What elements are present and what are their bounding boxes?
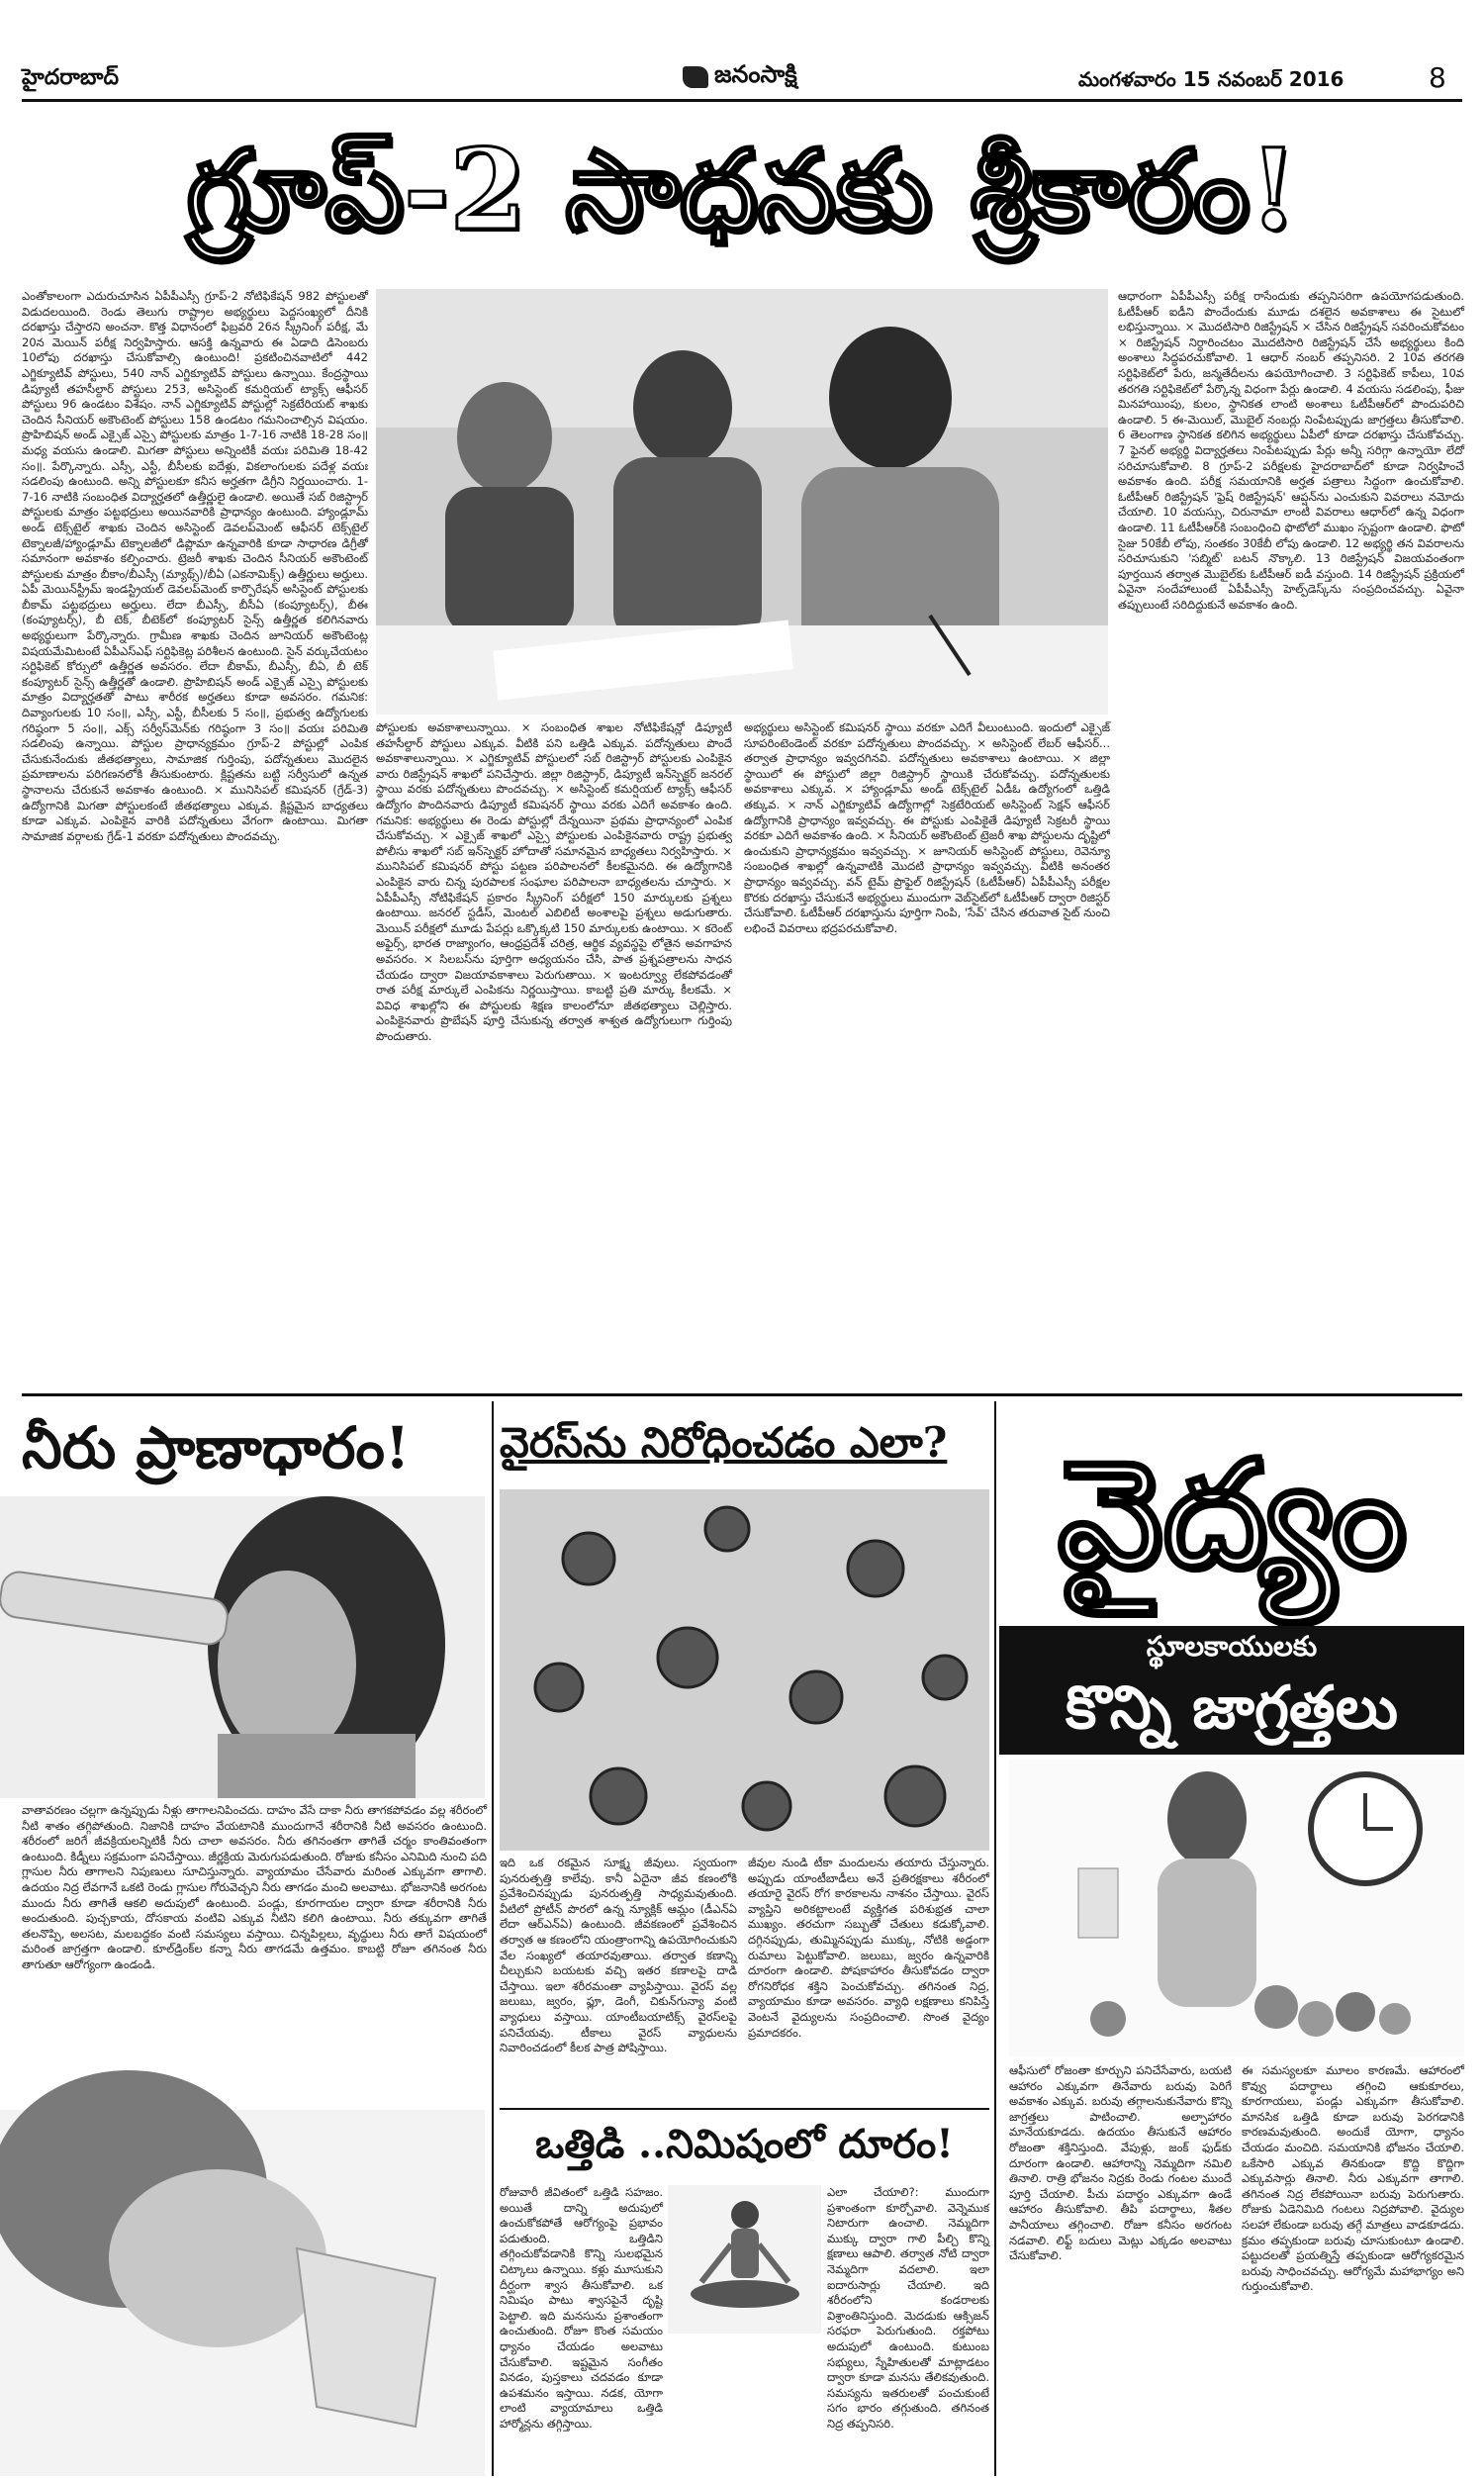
medical-headline: కొన్ని జాగ్రత్తలు [1065, 1673, 1398, 1743]
header-date: మంగళవారం 15 నవంబర్ 2016 [1078, 67, 1345, 91]
exam-students-illustration [376, 289, 1108, 715]
medical-section-title: వైద్యం [1057, 1427, 1407, 1601]
water-story-title: నీరు ప్రాణాధారం! [22, 1414, 411, 1481]
medical-subtitle: స్థూలకాయులకు [1146, 1630, 1318, 1663]
virus-story-col2: జీవుల నుండి టీకా మందులను తయారు చేస్తున్నారు. అప్పుడు యాంటీబాడీలు అనే ప్రతిరక్షకాలు శరీరంలో తయారై వైరస్ రోగ కారకాలను నాశనం చేస్తాయి. వైరస్ వ్యాప్తిని అరికట్టాలంటే వ్యక్తిగత పరిశుభ్రత చాలా ముఖ్యం. తరచుగా సబ్బుతో చేతులు కడుక్కోవాలి. దగ్గినప్పుడు, తుమ్మినప్పుడు ముక్కు, నోటికి అడ్డంగా రుమాలు పెట్టుకోవాలి. జలుబు, జ్వరం ఉన్నవారికి దూరంగా ఉండాలి. పోషకాహారం తీసుకోవడం ద్వారా రోగనిరోధక శక్తిని పెంచుకోవచ్చు. తగినంత నిద్ర, వ్యాయామం కూడా అవసరం. వ్యాధి లక్షణాలు కనిపిస్తే వెంటనే వైద్యులను సంప్రదించాలి. సొంత వైద్యం ప్రమాదకరం. [748, 1856, 993, 2040]
stress-story-col2: ఎలా చేయాలి?: ముందుగా ప్రశాంతంగా కూర్చోవాలి. వెన్నెముక నిటారుగా ఉంచాలి. నెమ్మదిగా ముక్కు ద్వారా గాలి పీల్చి కొన్ని క్షణాలు ఆపాలి. తర్వాత నోటి ద్వారా నెమ్మదిగా వదలాలి. ఇలా ఐదారుసార్లు చేయాలి. ఇది శరీరంలోని కండరాలకు విశ్రాంతినిస్తుంది. మెదడుకు ఆక్సిజన్ సరఫరా పెరుగుతుంది. రక్తపోటు అదుపులో ఉంటుంది. కుటుంబ సభ్యులు, స్నేహితులతో మాట్లాడటం ద్వారా కూడా మనసు తేలికవుతుంది. సమస్యను ఇతరులతో పంచుకుంటే సగం భారం తగ్గుతుంది. తగినంత నిద్ర తప్పనిసరి. [827, 2185, 993, 2431]
woman-with-clock-photo [1009, 1760, 1464, 2056]
main-headline: గ్రూప్-2 సాధనకు శ్రీకారం! [186, 126, 1298, 255]
medical-section-banner [999, 1403, 1464, 1626]
medical-col2: ఈ సమస్యలకూ మూలం కారణమే. ఆహారంలో కొవ్వు పదార్థాలు తగ్గించి ఆకుకూరలు, కూరగాయలు, పండ్లు ఎక్కువగా తీసుకోవాలి. మానసిక ఒత్తిడి కూడా బరువు పెరగడానికి కారణమవుతుంది. అందుకే యోగా, ధ్యానం చేయడం మంచిది. సమయానికి భోజనం చేయాలి. ఒకేసారి ఎక్కువ తినకుండా కొద్ది కొద్దిగా ఎక్కువసార్లు తినాలి. నీరు ఎక్కువగా తాగాలి. తగినంత నిద్ర లేకపోయినా బరువు పెరుగుతారు. రోజుకు ఏడెనిమిది గంటలు నిద్రపోవాలి. వైద్యుల సలహా లేకుండా బరువు తగ్గే మాత్రలు వాడకూడదు. క్రమం తప్పకుండా బరువు చూసుకుంటూ ఉండాలి. పట్టుదలతో ప్రయత్నిస్తే తప్పకుండా ఆరోగ్యకరమైన బరువు సాధించవచ్చు. ఆరోగ్యమే మహాభాగ్యం అని గుర్తుంచుకోవాలి. [1242, 2063, 1468, 2294]
stress-story-title: ఒత్తిడి ..నిమిషంలో దూరం! [535, 2121, 954, 2167]
masthead-title: జనంసాక్షి [714, 60, 797, 88]
masthead-logo-icon [683, 66, 708, 88]
woman-drinking-glass-illustration [0, 2110, 485, 2476]
page-number: 8 [1429, 61, 1446, 94]
woman-with-clock-illustration [1009, 1760, 1464, 2056]
exam-students-photo [376, 289, 1108, 715]
main-story-col1: ఎంతోకాలంగా ఎదురుచూసిన ఏపీపీఎస్సీ గ్రూప్-2 నోటిఫికేషన్ 982 పోస్టులతో విడుదలయింది. రెండు తెలుగు రాష్ట్రాల అభ్యర్థులు పెద్దసంఖ్యలో దీనికి దరఖాస్తు చేస్తారని అంచనా. కొత్త విధానంలో ఫిబ్రవరి 26న స్క్రీనింగ్ పరీక్ష, మే 20న మెయిన్ పరీక్ష నిర్వహిస్తారు. ఆసక్తి ఉన్నవారు ఈ ఏడాది డిసెంబరు 10లోపు దరఖాస్తు చేసుకోవాల్సి ఉంటుంది! ప్రకటించినవాటిలో 442 ఎగ్జిక్యూటివ్ పోస్టులు, 540 నాన్ ఎగ్జిక్యూటివ్ పోస్టులు ఉన్నాయి. కేంద్రస్థాయి డిప్యూటీ తహసీల్దార్ పోస్టులు 253, అసిస్టెంట్ కమర్షియల్ ట్యాక్స్ ఆఫీసర్ పోస్టులు 96 ఉండటం విశేషం. నాన్ ఎగ్జిక్యూటివ్ పోస్టుల్లో సెక్రటేరియట్ శాఖకు చెందిన సీనియర్ అకౌంటెంట్ పోస్టులు 158 ఉండటం గమనించాల్సిన విషయం. ప్రొహిబిషన్ అండ్ ఎక్సైజ్ ఎస్సై పోస్టులకు మాత్రం 1-7-16 నాటికి 18-28 సం॥ మధ్య వయసు ఉండాలి. మిగతా పోస్టులు అన్నింటికీ వయః పరిమితి 18-42 సం॥. పేర్కొన్నారు. ఎస్సీ, ఎస్టీ, బీసీలకు ఐదేళ్లు, వికలాంగులకు పదేళ్ల వయః సడలింపు ఉంటుంది. అన్ని పోస్టులకూ కనీస అర్హతగా డిగ్రీని నిర్ణయించారు. 1-7-16 నాటికి సంబంధిత విద్యార్హతలో ఉత్తీర్ణులై ఉండాలి. అయితే సబ్ రిజిస్ట్రార్ పోస్టులకు మాత్రం పట్టభద్రులు అయినవారికి ప్రాధాన్యం ఉంటుంది. హ్యాండ్లూమ్ అండ్ టెక్స్‌టైల్ శాఖకు చెందిన అసిస్టెంట్ డెవలప్‌మెంట్ ఆఫీసర్ టెక్స్‌టైల్ టెక్నాలజీ/హ్యాండ్లూమ్ టెక్నాలజీలో డిప్లొమా ఉన్నవారికి కూడా సాధారణ డిగ్రీతో సమానంగా అవకాశం కల్పించారు. ట్రెజరీ శాఖకు చెందిన సీనియర్ అకౌంటెంట్ పోస్టులకు మాత్రం బీకాం/బీఎస్సీ (మ్యాథ్స్)/బీఏ (ఎకనామిక్స్) ఉత్తీర్ణులు అర్హులు. ఏపీ మెయిన్‌స్ట్రీమ్ ఇండస్ట్రియల్ డెవలప్‌మెంట్ కార్పొరేషన్ అసిస్టెంట్ పోస్టులకు బీకామ్ పట్టభద్రులు అర్హులు. లేదా బీఎస్సీ, బీసీఏ (కంప్యూటర్స్), బీఈ (కంప్యూటర్స్), బీ టెక్, బీటెక్‌లో కంప్యూటర్ సైన్స్ ఉత్తీర్ణత కలిగినవారు అభ్యర్థులుగా పేర్కొన్నారు. గ్రామీణ శాఖకు చెందిన జూనియర్ అకౌంటెంట్ల విషయమేమిటంటే ఏపీఎస్ఎఫ్ సర్టిఫికెట్ల పరిశీలన ఉంటుంది. సైన్ వర్కుచేయటం సర్టిఫికెట్ కోర్సులో ఉత్తీర్ణత అవసరం. లేదా బీకామ్, బీఎస్సీ, బీఏ, బీ టెక్ కంప్యూటర్ సైన్స్ ఉత్తీర్ణతో ఉండాలి. ప్రొహిబిషన్ అండ్ ఎక్సైజ్ ఎస్సై పోస్టులకు మాత్రం విద్యార్హతతో పాటు శారీరక అర్హతలు కూడా అవసరం. గమనిక: దివ్యాంగులకు 10 సం॥, ఎస్సీ, ఎస్టీ, బీసీలకు 5 సం॥, ప్రభుత్వ ఉద్యోగులకు గరిష్ఠంగా 5 సం॥, ఎక్స్ సర్వీస్‌మెన్‌కు గరిష్ఠంగా 3 సం॥ వయః పరిమితి సడలింపు ఉన్నాయి. పోస్టుల ప్రాధాన్యక్రమం గ్రూప్-2 పోస్టుల్లో ఎంపిక చేసుకునేందుకు జీతభత్యాలు, సామాజిక గుర్తింపు, పదోన్నతులు మొదలైన ప్రమాణాలను పరిగణనలోకి తీసుకుంటారు. క్లిష్టతను బట్టి సర్వీసులో ఉన్నత స్థానాలను చేరుకునే అవకాశం ఉంటుంది. × మునిసిపల్ కమిషనర్ (గ్రేడ్-3) ఉద్యోగానికి మిగతా పోస్టులకంటే జీతభత్యాలు ఎక్కువ. క్లిష్టమైన బాధ్యతలు కూడా ఎక్కువ. ఎంపికైన వారికి పదోన్నతులు వేగంగా ఉంటాయి. మిగతా సామాజిక వర్గాలకు గ్రేడ్-1 వరకూ పదోన్నతులు పొందవచ్చు. [22, 289, 372, 843]
woman-drinking-glass-photo [0, 2110, 485, 2476]
main-story-col3: అభ్యర్థులు అసిస్టెంట్ కమిషనర్ స్థాయి వరకూ ఎదిగే వీలుంటుంది. ఇందులో ఎక్సైజ్ సూపరింటెండెంట్ వరకూ పదోన్నతులు పొందవచ్చు. × అసిస్టెంట్ లేబర్ ఆఫీసర్... తర్వాత ప్రాధాన్యం ఇవ్వదగినవి. పదోన్నతులు అవకాశాలు ఉంటాయి. × జిల్లా స్థాయిలో ఈ పోస్టులో జిల్లా రిజిస్ట్రార్ స్థాయికి చేరుకోవచ్చు. పదోన్నతులకు అవకాశాలు ఎక్కువ. × హ్యాండ్లూమ్ అండ్ టెక్స్‌టైల్ ఏడీఓ ఉద్యోగంలో ఒత్తిడి తక్కువ. × నాన్ ఎగ్జిక్యూటివ్ ఉద్యోగాల్లో సెక్రటేరియట్ అసిస్టెంట్ సెక్షన్ ఆఫీసర్ ఉద్యోగానికి ప్రాధాన్యం ఇవ్వవచ్చు. ఈ పోస్టుకు ఎంపికైతే డిప్యూటీ సెక్రటరీ స్థాయి వరకూ ఎదిగే అవకాశం ఉంది. × సీనియర్ అకౌంటెంట్ ట్రెజరీ శాఖ పోస్టులను దృష్టిలో ఉంచుకుని ప్రాధాన్యక్రమం ఇవ్వవచ్చు. × జూనియర్ అసిస్టెంట్ పోస్టులు, రెవెన్యూ సంబంధిత శాఖల్లో ఉన్నవాటికి మొదటి ప్రాధాన్యం ఇవ్వవచ్చు. వీటికి అనంతర ప్రాధాన్యం ఇవ్వవచ్చు. వన్ టైమ్ ప్రొఫైల్ రిజిస్ట్రేషన్ (ఓటీపీఆర్) ఏపీపీఎస్సీ పరీక్షల కొరకు దరఖాస్తు చేసుకునే అభ్యర్థులు ముందుగా వెబ్‌సైట్‌లో ఓటీపీఆర్ ద్వారా రిజిస్టర్ చేసుకోవాలి. ఓటీపీఆర్ దరఖాస్తును పూర్తిగా నింపి, 'సేవ్' చేసిన తరువాత సైట్ నుంచి లభించే వివరాలు భద్రపరచుకోవాలి. [744, 720, 1114, 935]
stress-story-col1: రోజువారీ జీవితంలో ఒత్తిడి సహజం. అయితే దాన్ని అదుపులో ఉంచుకోకపోతే ఆరోగ్యంపై ప్రభావం పడుతుంది. ఒత్తిడిని తగ్గించుకోవడానికి కొన్ని సులభమైన చిట్కాలు ఉన్నాయి. కళ్లు మూసుకుని దీర్ఘంగా శ్వాస తీసుకోవాలి. ఒక నిమిషం పాటు శ్వాసపైనే దృష్టి పెట్టాలి. ఇది మనసును ప్రశాంతంగా ఉంచుతుంది. రోజూ కొంత సమయం ధ్యానం చేయడం అలవాటు చేసుకోవాలి. ఇష్టమైన సంగీతం వినడం, పుస్తకాలు చదవడం కూడా ఉపశమనం ఇస్తాయి. నడక, యోగా లాంటి వ్యాయామాలు ఒత్తిడి హార్మోన్లను తగ్గిస్తాయి. [500, 2185, 667, 2431]
water-story-text: వాతావరణం చల్లగా ఉన్నప్పుడు నీళ్లు తాగాలనిపించదు. దాహం వేసే దాకా నీరు తాగకపోవడం వల్ల శరీరంలో నీటి శాతం తగ్గిపోతుంది. నిజానికి దాహం వేయటానికి ముందుగానే శరీరానికి నీటి అవసరం ఉంటుంది. శరీరంలో జరిగే జీవక్రియలన్నిటికీ నీరు చాలా అవసరం. నీరు తగినంతగా తాగితే చర్మం కాంతివంతంగా ఉంటుంది. కిడ్నీలు సక్రమంగా పనిచేస్తాయి. జీర్ణక్రియ మెరుగుపడుతుంది. రోజుకు కనీసం ఎనిమిది నుంచి పది గ్లాసుల నీరు తాగాలని నిపుణులు సూచిస్తున్నారు. వ్యాయామం చేసేవారు మరింత ఎక్కువగా తాగాలి. ఉదయం నిద్ర లేవగానే ఒకటి రెండు గ్లాసుల గోరువెచ్చని నీరు తాగడం మంచి అలవాటు. భోజనానికి అరగంట ముందు నీరు తాగితే ఆకలి అదుపులో ఉంటుంది. పండ్లు, కూరగాయల ద్వారా కూడా శరీరానికి నీరు అందుతుంది. పుచ్చకాయ, దోసకాయ వంటివి ఎక్కువ నీటిని కలిగి ఉంటాయి. నీరు తక్కువగా తాగితే తలనొప్పి, అలసట, మలబద్ధకం వంటి సమస్యలు వస్తాయి. చిన్నపిల్లలు, వృద్ధులు నీరు తాగే విషయంలో మరింత జాగ్రత్తగా ఉండాలి. కూల్‌డ్రింక్‌ల కన్నా నీరు తాగడమే ఉత్తమం. కాబట్టి రోజూ తగినంత నీరు తాగుతూ ఆరోగ్యంగా ఉండండి. [22, 1803, 491, 1971]
virus-microscope-photo [500, 1489, 989, 1851]
virus-story-title: వైరస్‌ను నిరోధించడం ఎలా? [500, 1418, 948, 1467]
virus-particles-illustration [500, 1489, 989, 1851]
main-story-col4: ఆధారంగా ఏపీపీఎస్సీ పరీక్ష రాసేందుకు తప్పనిసరిగా ఉపయోగపడుతుంది. ఓటీపీఆర్ ఐడీని పొందేందుకు మూడు దశలైన అవకాశాలు ఈ సైటులో లభిస్తున్నాయి. × మొదటిసారి రిజిస్ట్రేషన్ × చేసిన రిజిస్ట్రేషన్ సవరించుకోవటం × రిజిస్ట్రేషన్ నిర్ధారించటం మొదటిసారి రిజిస్ట్రేషన్ చేసే అభ్యర్థులు కింది అంశాలు సిద్ధపరచుకోవాలి. 1 ఆధార్ నంబర్ తప్పనిసరి. 2 10వ తరగతి సర్టిఫికెట్‌లో పేరు, జన్మతేదీలను ఉపయోగించాలి. 3 సర్టిఫికెట్ కాపీలు, 10వ తరగతి సర్టిఫికెట్‌లో పేర్కొన్న విధంగా పేర్లు ఉండాలి. 4 వయసు సడలింపు, ఫీజు మినహాయింపు, కులం, స్థానికత లాంటి అంశాలు ఓటీపీఆర్‌లో పొందుపరిచి ఉండాలి. 5 ఈ-మెయిల్, మొబైల్ నంబర్లు నింపేటప్పుడు జాగ్రత్తలు తీసుకోవాలి. 6 తెలంగాణ స్థానికత కలిగిన అభ్యర్థులు ఏపీలో కూడా దరఖాస్తు చేసుకోవచ్చు. 7 ఫైనల్ అభ్యర్థి విద్యార్హతలు నింపేటప్పుడు పేర్లు అన్నీ సరిగ్గా ఉన్నాయో లేదో సరిచూసుకోవాలి. 8 గ్రూప్-2 పరీక్షలకు హైదరాబాద్‌లో కూడా నిర్వహించే అవకాశం ఉంది. పరీక్ష సమయానికి అర్హత పత్రాలు సిద్ధంగా ఉంచుకోవాలి. ఓటీపీఆర్ రిజిస్ట్రేషన్ 'ఫ్రెష్ రిజిస్ట్రేషన్' ఆప్షన్‌ను ఎంచుకుని వివరాలు నమోదు చేయాలి. 10 వయస్సు, చిరునామా లాంటి వివరాలు ఆధార్‌లో ఉన్న విధంగా ఉండాలి. 11 ఓటీపీఆర్‌కి సంబంధించి ఫొటోలో ముఖం స్పష్టంగా ఉండాలి. ఫొటో సైజు 50కేబీ లోపు, సంతకం 30కేబీ లోపు ఉండాలి. 12 అభ్యర్థి తన వివరాలను సరిచూసుకుని 'సబ్మిట్' బటన్ నొక్కాలి. 13 రిజిస్ట్రేషన్ విజయవంతంగా పూర్తయిన తర్వాత మొబైల్‌కు ఓటీపీఆర్ ఐడీ వస్తుంది. 14 రిజిస్ట్రేషన్ ప్రక్రియలో ఏవైనా సందేహాలుంటే ఏపీపీఎస్సీ హెల్ప్‌డెస్క్‌ను సంప్రదించవచ్చు. ఏవైనా తప్పులుంటే సరిదిద్దుకునే అవకాశం ఉంది. [1118, 289, 1468, 612]
virus-story-col1: ఇది ఒక రకమైన సూక్ష్మ జీవులు. స్వయంగా పునరుత్పత్తి కాలేవు. కానీ ఏదైనా జీవ కణంలోకి ప్రవేశించినప్పుడు పునరుత్పత్తి సాధ్యమవుతుంది. వీటిలో ప్రోటీన్ పొరలో ఉన్న న్యూక్లిక్ ఆమ్లం (డీఎన్ఏ లేదా ఆర్ఎన్ఏ) ఉంటుంది. జీవకణంలో ప్రవేశించిన తర్వాత ఆ కణంలోని యంత్రాంగాన్ని ఉపయోగించుకుని వేల సంఖ్యలో తయారవుతాయి. తర్వాత కణాన్ని చీల్చుకుని బయటకు వచ్చి ఇతర కణాలపై దాడి చేస్తాయి. ఇలా శరీరమంతా వ్యాపిస్తాయి. వైరస్ వల్ల జలుబు, జ్వరం, ఫ్లూ, డెంగీ, చికున్‌గున్యా వంటి వ్యాధులు వస్తాయి. యాంటీబయాటిక్స్ వైరస్‌లపై పనిచేయవు. టీకాలు వైరస్ వ్యాధులను నివారించడంలో కీలక పాత్ర పోషిస్తాయి. [500, 1856, 741, 2055]
meditation-illustration [668, 2185, 821, 2334]
main-story-bottom-rule [22, 1393, 1462, 1396]
header-city: హైదరాబాద్ [22, 65, 119, 90]
column-divider-2 [994, 1401, 996, 2476]
column-divider-1 [492, 1401, 494, 2476]
medical-subtitle-box [999, 1626, 1464, 1755]
woman-drinking-water-photo [0, 1496, 485, 1798]
header-rule [22, 99, 1462, 102]
medical-col1: ఆఫీసులో రోజంతా కూర్చుని పనిచేసేవారు, బయటి ఆహారం ఎక్కువగా తినేవారు బరువు పెరిగే అవకాశం ఎక్కువ. బరువు తగ్గాలనుకునేవారు కొన్ని జాగ్రత్తలు పాటించాలి. అల్పాహారం మానేయకూడదు. ఉదయం తీసుకునే ఆహారం రోజంతా శక్తినిస్తుంది. వేపుళ్లు, జంక్ ఫుడ్‌కు దూరంగా ఉండాలి. ఆహారాన్ని నెమ్మదిగా నమిలి తినాలి. రాత్రి భోజనం నిద్రకు రెండు గంటల ముందే పూర్తి చేయాలి. పీచు పదార్థం ఎక్కువగా ఉండే ఆహారం తీసుకోవాలి. తీపి పదార్థాలు, శీతల పానీయాలు తగ్గించాలి. రోజూ కనీసం అరగంట నడవాలి. లిఫ్ట్ బదులు మెట్లు ఎక్కడం అలవాటు చేసుకోవాలి. [1009, 2063, 1236, 2263]
meditation-photo [668, 2185, 821, 2334]
woman-drinking-water-illustration [0, 1496, 485, 1798]
main-story-col2: పోస్టులకు అవకాశాలున్నాయి. × సంబంధిత శాఖల నోటిఫికేషన్లో డిప్యూటీ తహసీల్దార్ పోస్టులు ఎక్కువ. వీటికి పని ఒత్తిడి ఎక్కువ. పదోన్నతులు పొందే అవకాశాలున్నాయి. × ఎగ్జిక్యూటివ్ పోస్టులలో సబ్ రిజిస్ట్రార్ పోస్టులకు ఎంపికైన వారు రిజిస్ట్రేషన్ శాఖలో పనిచేస్తారు. జిల్లా రిజిస్ట్రార్, డిప్యూటీ ఇన్‌స్పెక్టర్ జనరల్ స్థాయి వరకు పదోన్నతులు పొందవచ్చు. × అసిస్టెంట్ కమర్షియల్ ట్యాక్స్ ఆఫీసర్ ఉద్యోగం పొందినవారు డిప్యూటీ కమిషనర్ స్థాయి వరకు ఎదిగే అవకాశం ఉంది. గమనిక: అభ్యర్థులు ఈ రెండు పోస్టుల్లో దేన్నయినా ప్రథమ ప్రాధాన్యంలో ఎంపిక చేసుకోవచ్చు. × ఎక్సైజ్ శాఖలో ఎస్సై పోస్టులకు ఎంపికైనవారు రాష్ట్ర ప్రభుత్వ పోలీసు శాఖలో సబ్ ఇన్‌స్పెక్టర్ హోదాతో సమానమైన బాధ్యతలు నిర్వహిస్తారు. × మునిసిపల్ కమిషనర్ పోస్టు పట్టణ పరిపాలనలో కీలకమైనది. ఈ ఉద్యోగానికి ఎంపికైన వారు చిన్న పురపాలక సంఘాల పరిపాలనా బాధ్యతలను చూస్తారు. × ఏపీపీఎస్సీ నోటిఫికేషన్ ప్రకారం స్క్రీనింగ్ పరీక్షలో 150 మార్కులకు ప్రశ్నలు ఉంటాయి. జనరల్ స్టడీస్, మెంటల్ ఎబిలిటీ అంశాలపై ప్రశ్నలు అడుగుతారు. మెయిన్ పరీక్షలో మూడు పేపర్లు ఒక్కొక్కటి 150 మార్కులకు ఉంటాయి. × కరెంట్ అఫైర్స్, భారత రాజ్యాంగం, ఆంధ్రప్రదేశ్ చరిత్ర, ఆర్థిక వ్యవస్థపై లోతైన అవగాహన అవసరం. × సిలబస్‌ను పూర్తిగా అధ్యయనం చేసి, పాత ప్రశ్నపత్రాలను సాధన చేయడం ద్వారా విజయావకాశాలు పెరుగుతాయి. × ఇంటర్వ్యూ లేకపోవడంతో రాత పరీక్ష మార్కులే ఎంపికను నిర్ణయిస్తాయి. కాబట్టి ప్రతి మార్కు కీలకమే. × వివిధ శాఖల్లోని ఈ పోస్టులకు శిక్షణ కాలంలోనూ జీతభత్యాలు చెల్లిస్తారు. ఎంపికైనవారు ప్రొబేషన్ పూర్తి చేసుకున్న తర్వాత శాశ్వత ఉద్యోగులుగా గుర్తింపు పొందుతారు. [376, 720, 736, 1043]
masthead [683, 59, 900, 95]
virus-stress-divider [500, 2108, 989, 2110]
